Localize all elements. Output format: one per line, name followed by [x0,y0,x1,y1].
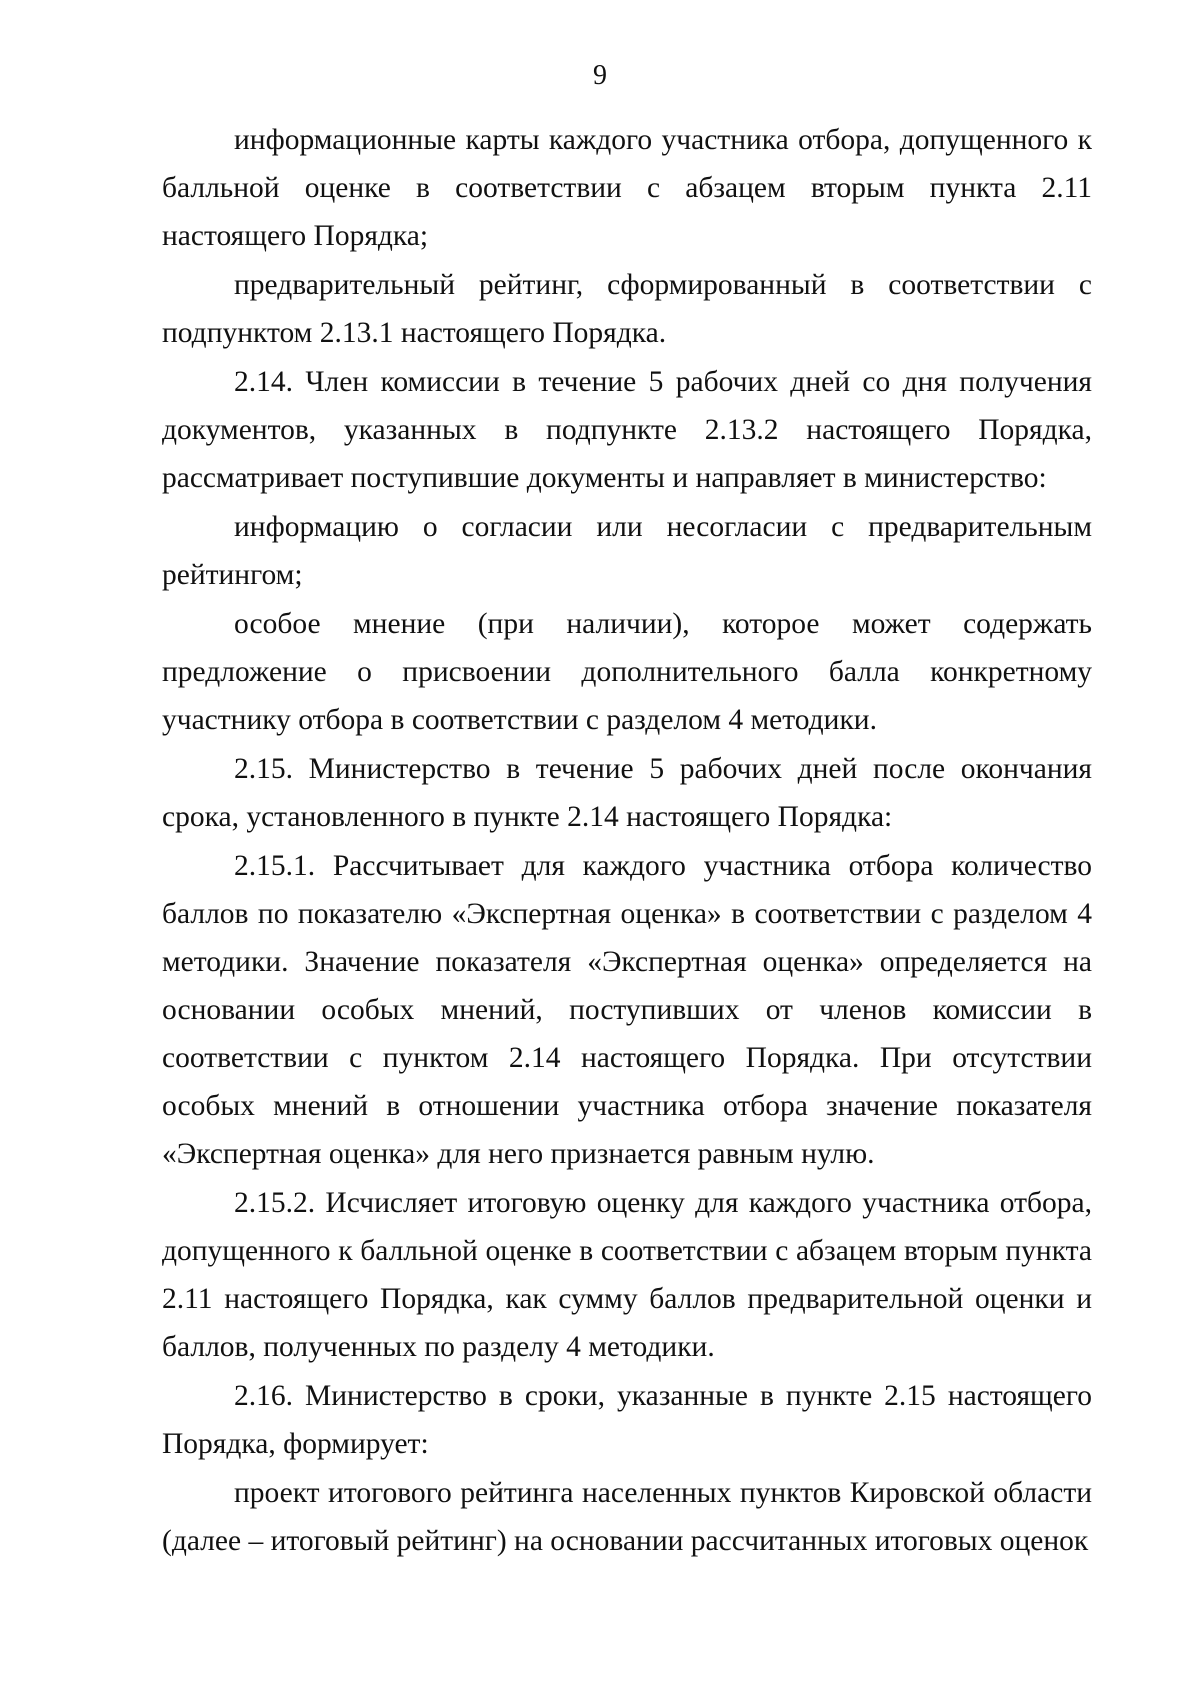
paragraph-2-14: 2.14. Член комиссии в течение 5 рабочих дней со дня получения документов, указанных в подпункте 2.13.2 настоящего Порядка, рассматривает поступившие документы и направляет в министерство: [162,366,1092,494]
paragraph-2-16: 2.16. Министерство в сроки, указанные в пункте 2.15 настоящего Порядка, формирует: [162,1380,1092,1460]
paragraph-2-15-2: 2.15.2. Исчисляет итоговую оценку для каждого участника отбора, допущенного к балльной оценке в соответствии с абзацем вторым пункта 2.11 настоящего Порядка, как сумму баллов предварительной оценки и баллов, полученных по разделу 4 методики. [162,1187,1092,1363]
paragraph-special-opinion: особое мнение (при наличии), которое может содержать предложение о присвоении дополнительного балла конкретному участнику отбора в соответствии с разделом 4 методики. [162,608,1092,736]
paragraph-preliminary-rating: предварительный рейтинг, сформированный в соответствии с подпунктом 2.13.1 настоящего Порядка. [162,269,1092,349]
paragraph-final-rating-draft: проект итогового рейтинга населенных пунктов Кировской области (далее – итоговый рейтинг) на основании рассчитанных итоговых оценок [162,1477,1092,1557]
paragraph-agreement-info: информацию о согласии или несогласии с предварительным рейтингом; [162,511,1092,591]
paragraph-info-cards: информационные карты каждого участника отбора, допущенного к балльной оценке в соответствии с абзацем вторым пункта 2.11 настоящего Порядка; [162,124,1092,252]
paragraph-2-15: 2.15. Министерство в течение 5 рабочих дней после окончания срока, установленного в пункте 2.14 настоящего Порядка: [162,753,1092,833]
page-number: 9 [593,60,607,91]
paragraph-2-15-1: 2.15.1. Рассчитывает для каждого участника отбора количество баллов по показателю «Экспертная оценка» в соответствии с разделом 4 методики. Значение показателя «Экспертная оценка» определяется на основании особых мнений, поступивших от членов комиссии в соответствии с пунктом 2.14 настоящего Порядка. При отсутствии особых мнений в отношении участника отбора значение показателя «Экспертная оценка» для него признается равным нулю. [162,850,1092,1170]
document-body [162,116,1092,1565]
